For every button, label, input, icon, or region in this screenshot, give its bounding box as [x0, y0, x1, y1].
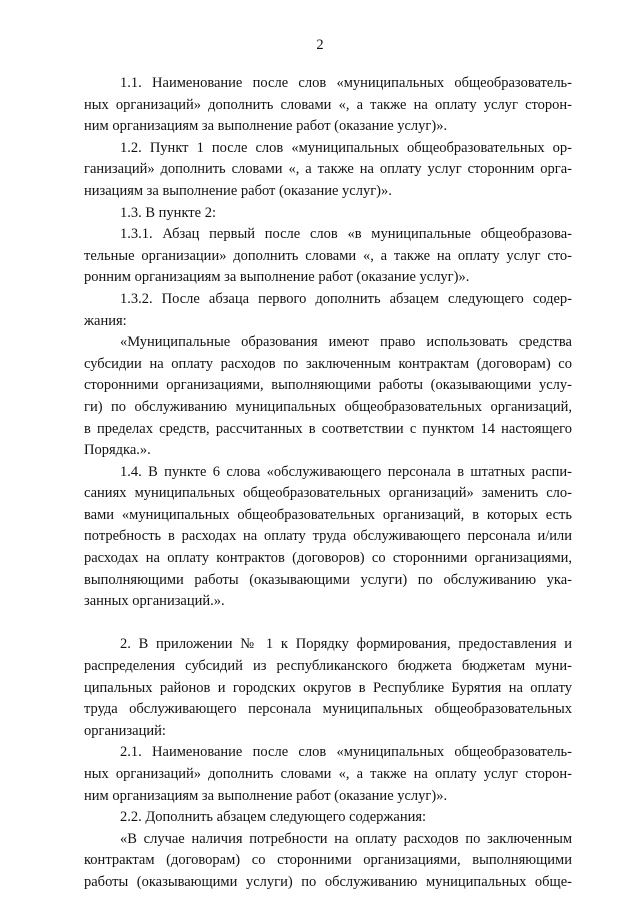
text-line: жания:	[84, 312, 127, 329]
text-line: Порядка.».	[84, 442, 151, 459]
document-body	[84, 73, 572, 894]
paragraph	[84, 289, 572, 332]
text-line: ги) по обслуживанию муниципальных общеобразовательных организаций,	[84, 398, 572, 415]
text-line: ним организациям за выполнение работ (оказание услуг)».	[84, 787, 448, 804]
text-line: 1.1. Наименование после слов «муниципальных общеобразователь-	[120, 75, 572, 91]
text-line: ганизаций» дополнить словами «, а также на оплату услуг сторонним орга-	[84, 161, 572, 178]
paragraph	[84, 807, 572, 829]
text-line: тельные организации» дополнить словами «, а также на оплату услуг сто-	[84, 247, 572, 264]
text-line: 1.2. Пункт 1 после слов «муниципальных общеобразовательных ор-	[120, 139, 572, 156]
paragraph	[84, 73, 572, 138]
text-line: сторонними организациями, выполняющими работы (оказывающими услу-	[84, 377, 572, 394]
text-line: расходах на оплату контрактов (договоров) со сторонними организациями,	[84, 550, 572, 567]
text-line: распределения субсидий из республиканского бюджета бюджетам муни-	[84, 658, 572, 675]
paragraph	[84, 332, 572, 462]
text-line: труда обслуживающего персонала муниципальных общеобразовательных	[84, 701, 572, 718]
page-number: 2	[316, 37, 324, 53]
paragraph	[84, 742, 572, 807]
text-line: организаций:	[84, 722, 166, 739]
text-line: 1.3.2. После абзаца первого дополнить абзацем следующего содер-	[120, 290, 572, 307]
text-line: ных организаций» дополнить словами «, а также на оплату услуг сторон-	[84, 96, 572, 113]
paragraph	[84, 138, 572, 203]
text-line: работы (оказывающими услуги) по обслуживанию муниципальных обще-	[84, 873, 572, 890]
text-line: субсидии на оплату расходов по заключенным контрактам (договорам) со	[84, 355, 572, 372]
text-line: «Муниципальные образования имеют право использовать средства	[120, 334, 572, 351]
paragraph	[84, 203, 572, 225]
text-line: «В случае наличия потребности на оплату расходов по заключенным	[120, 830, 572, 847]
paragraph	[84, 462, 572, 613]
text-line: 2.1. Наименование после слов «муниципальных общеобразователь-	[120, 744, 572, 761]
text-line: 2. В приложении № 1 к Порядку формирования, предоставления и	[120, 636, 572, 653]
text-line: ронним организациям за выполнение работ (оказание услуг)».	[84, 269, 470, 286]
text-line: выполняющими работы (оказывающими услуги) по обслуживанию ука-	[84, 571, 572, 588]
text-line: саниях муниципальных общеобразовательных организаций» заменить сло-	[84, 485, 572, 502]
text-line: низациям за выполнение работ (оказание услуг)».	[84, 182, 392, 199]
paragraph	[84, 224, 572, 289]
text-line: контрактам (договорам) со сторонними организациями, выполняющими	[84, 852, 572, 869]
text-line: занных организаций.».	[84, 593, 225, 610]
paragraph	[84, 634, 572, 742]
text-line: ных организаций» дополнить словами «, а также на оплату услуг сторон-	[84, 766, 572, 782]
text-line: потребность в расходах на оплату труда обслуживающего персонала и/или	[84, 528, 572, 545]
text-line: 1.3. В пункте 2:	[120, 204, 216, 221]
text-line: 1.4. В пункте 6 слова «обслуживающего персонала в штатных распи-	[120, 463, 572, 480]
paragraph-gap	[84, 613, 572, 635]
text-line: ципальных районов и городских округов в Республике Бурятия на оплату	[84, 679, 572, 696]
text-line: в пределах средств, рассчитанных в соответствии с пунктом 14 настоящего	[84, 420, 572, 437]
paragraph	[84, 829, 572, 894]
text-line: вами «муниципальных общеобразовательных организаций, в которых есть	[84, 506, 572, 523]
text-line: 1.3.1. Абзац первый после слов «в муниципальные общеобразова-	[120, 226, 572, 243]
text-line: ним организациям за выполнение работ (оказание услуг)».	[84, 118, 448, 135]
text-line: 2.2. Дополнить абзацем следующего содержания:	[120, 809, 427, 826]
